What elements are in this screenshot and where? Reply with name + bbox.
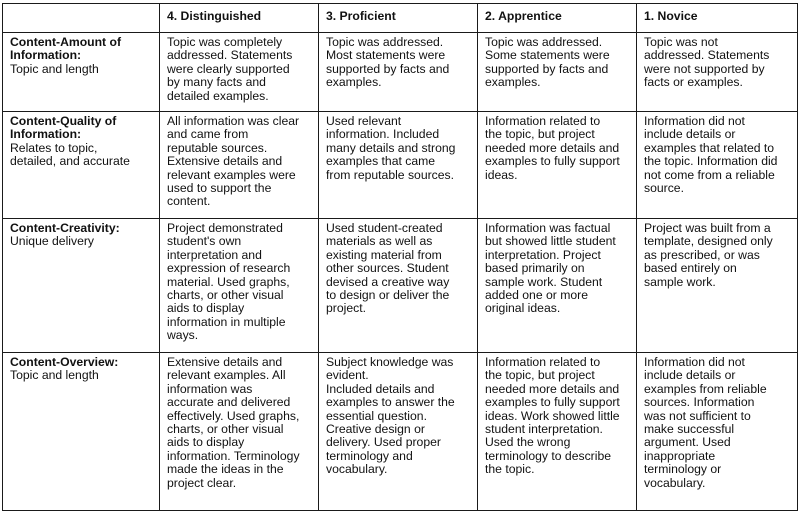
- criterion-title: Content-Quality of Information:: [10, 114, 117, 142]
- header-level-proficient: 3. Proficient: [319, 4, 478, 33]
- criterion-cell: [3, 33, 160, 112]
- cell-text: Extensive details and relevant examples. All information was accurate and delivered effectively. Used graphs, charts, or other visual aids to display information. Terminology made the ideas in the project clear.: [167, 355, 300, 490]
- cell-text: All information was clear and came from reputable sources. Extensive details and relevant examples were used to support the content.: [167, 114, 300, 209]
- criterion-cell: [3, 112, 160, 219]
- cell-text: Information did not include details or examples from reliable sources. Information was not sufficient to make successful argument. Used inappropriate terminology or vocabulary.: [644, 355, 767, 490]
- cell-text: Used relevant information. Included many details and strong examples that came from reputable sources.: [326, 114, 456, 182]
- header-corner-cell: [3, 4, 160, 33]
- rubric-cell: [637, 219, 798, 353]
- table-row: [3, 112, 798, 219]
- table-row: [3, 219, 798, 353]
- rubric-cell: [319, 112, 478, 219]
- cell-text: Used student-created materials as well as existing material from other sources. Student devised a creative way to design or deliver the project.: [326, 221, 450, 316]
- rubric-cell: [637, 353, 798, 511]
- rubric-cell: [478, 219, 637, 353]
- rubric-cell: [160, 33, 319, 112]
- rubric-cell: [319, 219, 478, 353]
- cell-text: Subject knowledge was evident. Included details and examples to answer the essential question. Creative design or delivery. Used proper terminology and vocabulary.: [326, 355, 455, 477]
- cell-text: Information related to the topic, but project needed more details and examples to fully support ideas.: [485, 114, 620, 182]
- rubric-cell: [478, 112, 637, 219]
- table-row: [3, 33, 798, 112]
- cell-text: Information was factual but showed little student interpretation. Project based primarily on sample work. Student added one or more original ideas.: [485, 221, 616, 316]
- cell-text: Topic was addressed. Most statements were supported by facts and examples.: [326, 35, 450, 90]
- rubric-cell: [637, 112, 798, 219]
- rubric-cell: [319, 353, 478, 511]
- criterion-cell: [3, 353, 160, 511]
- header-level-novice: 1. Novice: [637, 4, 798, 33]
- cell-text: Project was built from a template, designed only as prescribed, or was based entirely on sample work.: [644, 221, 773, 289]
- cell-text: Topic was addressed. Some statements were supported by facts and examples.: [485, 35, 610, 90]
- criterion-title: Content-Creativity:: [10, 221, 120, 235]
- criterion-title: Content-Overview:: [10, 355, 119, 369]
- criterion-subtitle: Topic and length: [10, 368, 99, 383]
- rubric-cell: [160, 353, 319, 511]
- criterion-subtitle: Relates to topic, detailed, and accurate: [10, 140, 130, 169]
- rubric-cell: [637, 33, 798, 112]
- criterion-title: Content-Amount of Information:: [10, 35, 122, 63]
- header-level-distinguished: 4. Distinguished: [160, 4, 319, 33]
- rubric-cell: [478, 353, 637, 511]
- cell-text: Information did not include details or examples that related to the topic. Information did not come from a reliable source.: [644, 114, 778, 196]
- rubric-table: [2, 3, 798, 511]
- rubric-cell: [319, 33, 478, 112]
- rubric-cell: [160, 112, 319, 219]
- table-row: [3, 353, 798, 511]
- cell-text: Project demonstrated student's own interpretation and expression of research material. Used graphs, charts, or other visual aids to display information in multiple ways.: [167, 221, 291, 343]
- criterion-subtitle: Unique delivery: [10, 234, 95, 249]
- cell-text: Topic was completely addressed. Statements were clearly supported by many facts and detailed examples.: [167, 35, 293, 103]
- rubric-cell: [160, 219, 319, 353]
- rubric-cell: [478, 33, 637, 112]
- cell-text: Topic was not addressed. Statements were not supported by facts or examples.: [644, 35, 770, 90]
- criterion-subtitle: Topic and length: [10, 61, 99, 76]
- cell-text: Information related to the topic, but project needed more details and examples to fully support ideas. Work showed little student interpretation. Used the wrong terminology to describe the topic.: [485, 355, 620, 477]
- header-level-apprentice: 2. Apprentice: [478, 4, 637, 33]
- header-row: [3, 4, 798, 33]
- criterion-cell: [3, 219, 160, 353]
